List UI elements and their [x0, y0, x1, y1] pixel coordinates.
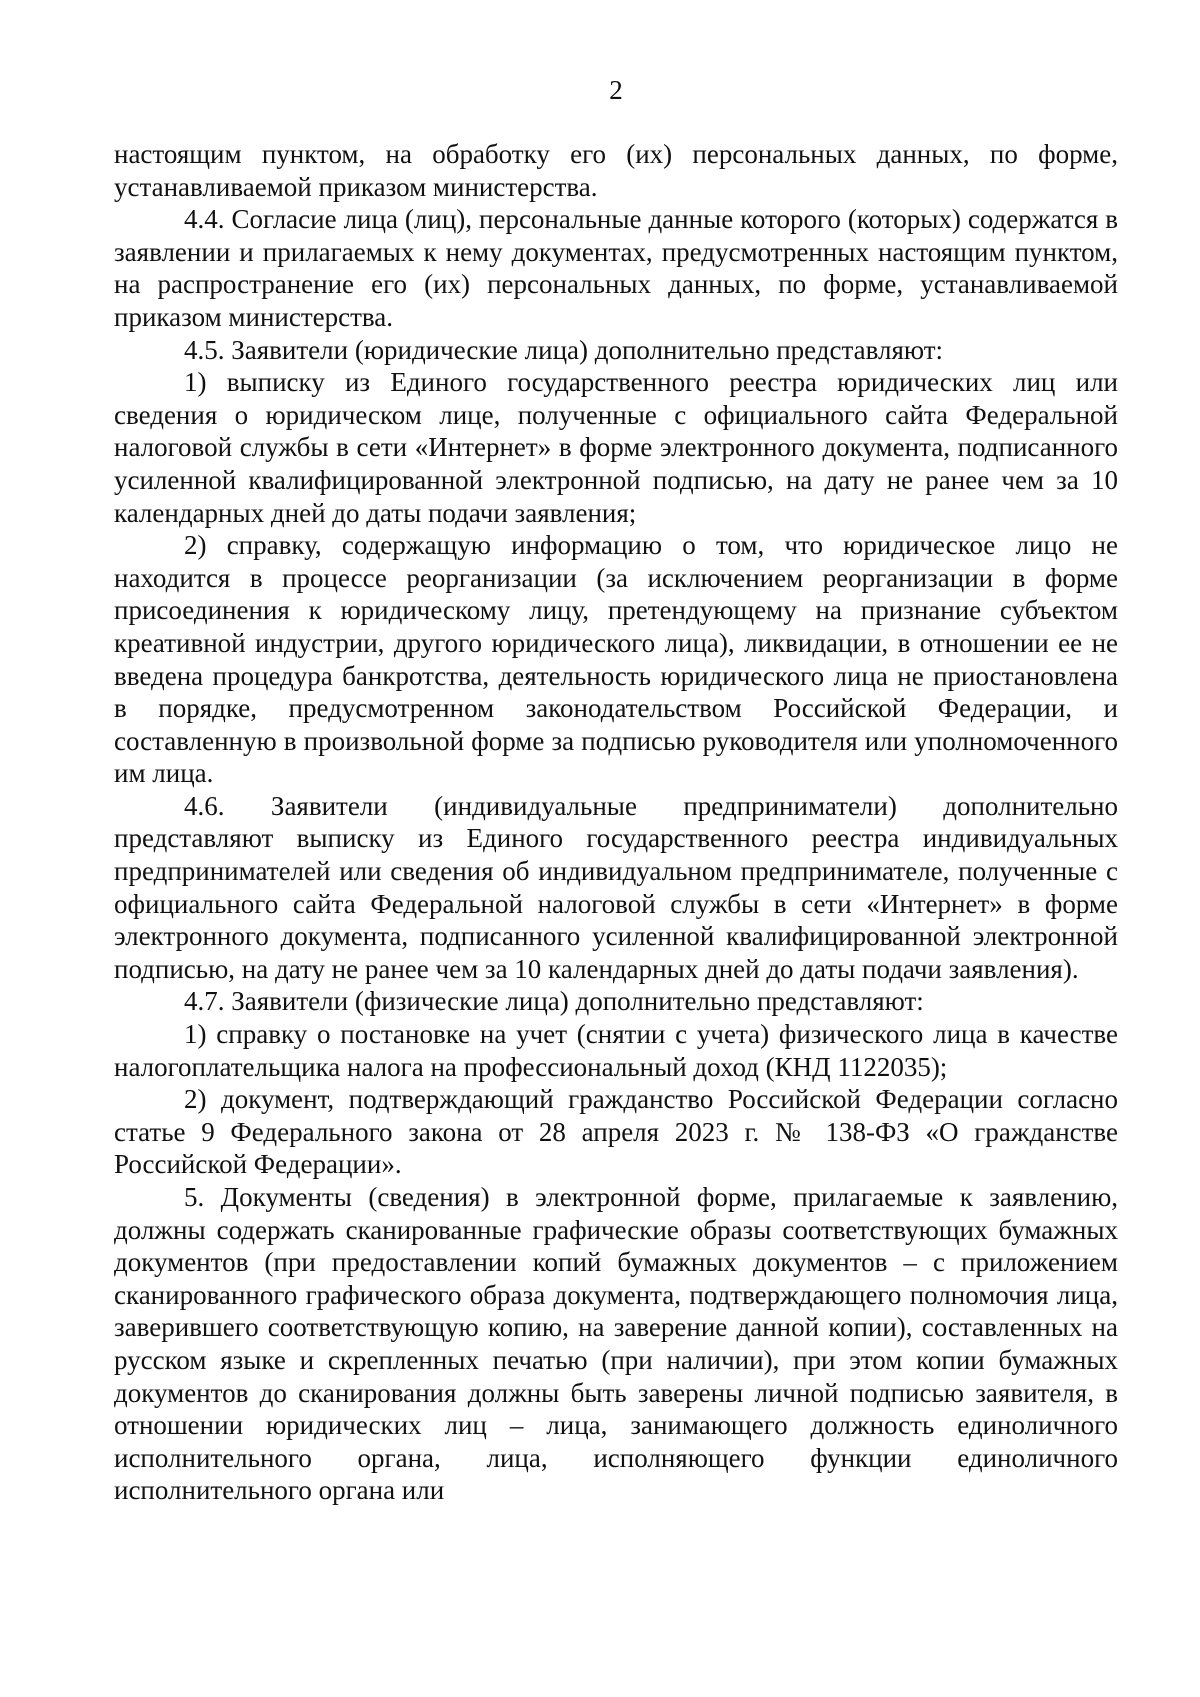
paragraph-continuation: настоящим пунктом, на обработку его (их) персональных данных, по форме, устанавливаемой приказом министерства.	[114, 139, 1118, 202]
paragraph-4-7: 4.7. Заявители (физические лица) дополнительно представляют:	[184, 986, 924, 1017]
paragraph-4-7-item-2: 2) документ, подтверждающий гражданство Российской Федерации согласно статье 9 Федерального закона от 28 апреля 2023 г. № 138-ФЗ «О гражданстве Российской Федерации».	[114, 1084, 1118, 1180]
paragraph-4-5-item-2: 2) справку, содержащую информацию о том, что юридическое лицо не находится в процессе реорганизации (за исключением реорганизации в форме присоединения к юридическому лицу, претендующему на признание субъектом креативной индустрии, другого юридического лица), ликвидации, в отношении ее не введена процедура банкротства, деятельность юридического лица не приостановлена в порядке, предусмотренном законодательством Российской Федерации, и составленную в произвольной форме за подписью руководителя или уполномоченного им лица.	[114, 530, 1118, 789]
paragraph-4-5: 4.5. Заявители (юридические лица) дополнительно представляют:	[184, 334, 944, 365]
paragraph-5: 5. Документы (сведения) в электронной форме, прилагаемые к заявлению, должны содержать сканированные графические образы соответствующих бумажных документов (при предоставлении копий бумажных документов – с приложением сканированного графического образа документа, подтверждающего полномочия лица, заверившего соответствующую копию, на заверение данной копии), составленных на русском языке и скрепленных печатью (при наличии), при этом копии бумажных документов до сканирования должны быть заверены личной подписью заявителя, в отношении юридических лиц – лица, занимающего должность единоличного исполнительного органа, лица, исполняющего функции единоличного исполнительного органа или	[114, 1182, 1118, 1506]
paragraph-4-5-item-1: 1) выписку из Единого государственного реестра юридических лиц или сведения о юридическом лице, полученные с официального сайта Федеральной налоговой службы в сети «Интернет» в форме электронного документа, подписанного усиленной квалифицированной электронной подписью, на дату не ранее чем за 10 календарных дней до даты подачи заявления;	[114, 367, 1118, 528]
paragraph-4-4: 4.4. Согласие лица (лиц), персональные данные которого (которых) содержатся в заявлении и прилагаемых к нему документах, предусмотренных настоящим пунктом, на распространение его (их) персональных данных, по форме, устанавливаемой приказом министерства.	[114, 204, 1118, 332]
paragraph-4-6: 4.6. Заявители (индивидуальные предприниматели) дополнительно представляют выписку из Единого государственного реестра индивидуальных предпринимателей или сведения об индивидуальном предпринимателе, полученные с официального сайта Федеральной налоговой службы в сети «Интернет» в форме электронного документа, подписанного усиленной квалифицированной электронной подписью, на дату не ранее чем за 10 календарных дней до даты подачи заявления).	[114, 790, 1118, 984]
document-body	[114, 138, 1118, 1507]
page-number: 2	[609, 75, 623, 105]
paragraph-4-7-item-1: 1) справку о постановке на учет (снятии с учета) физического лица в качестве налогоплательщика налога на профессиональный доход (КНД 1122035);	[114, 1019, 1118, 1082]
